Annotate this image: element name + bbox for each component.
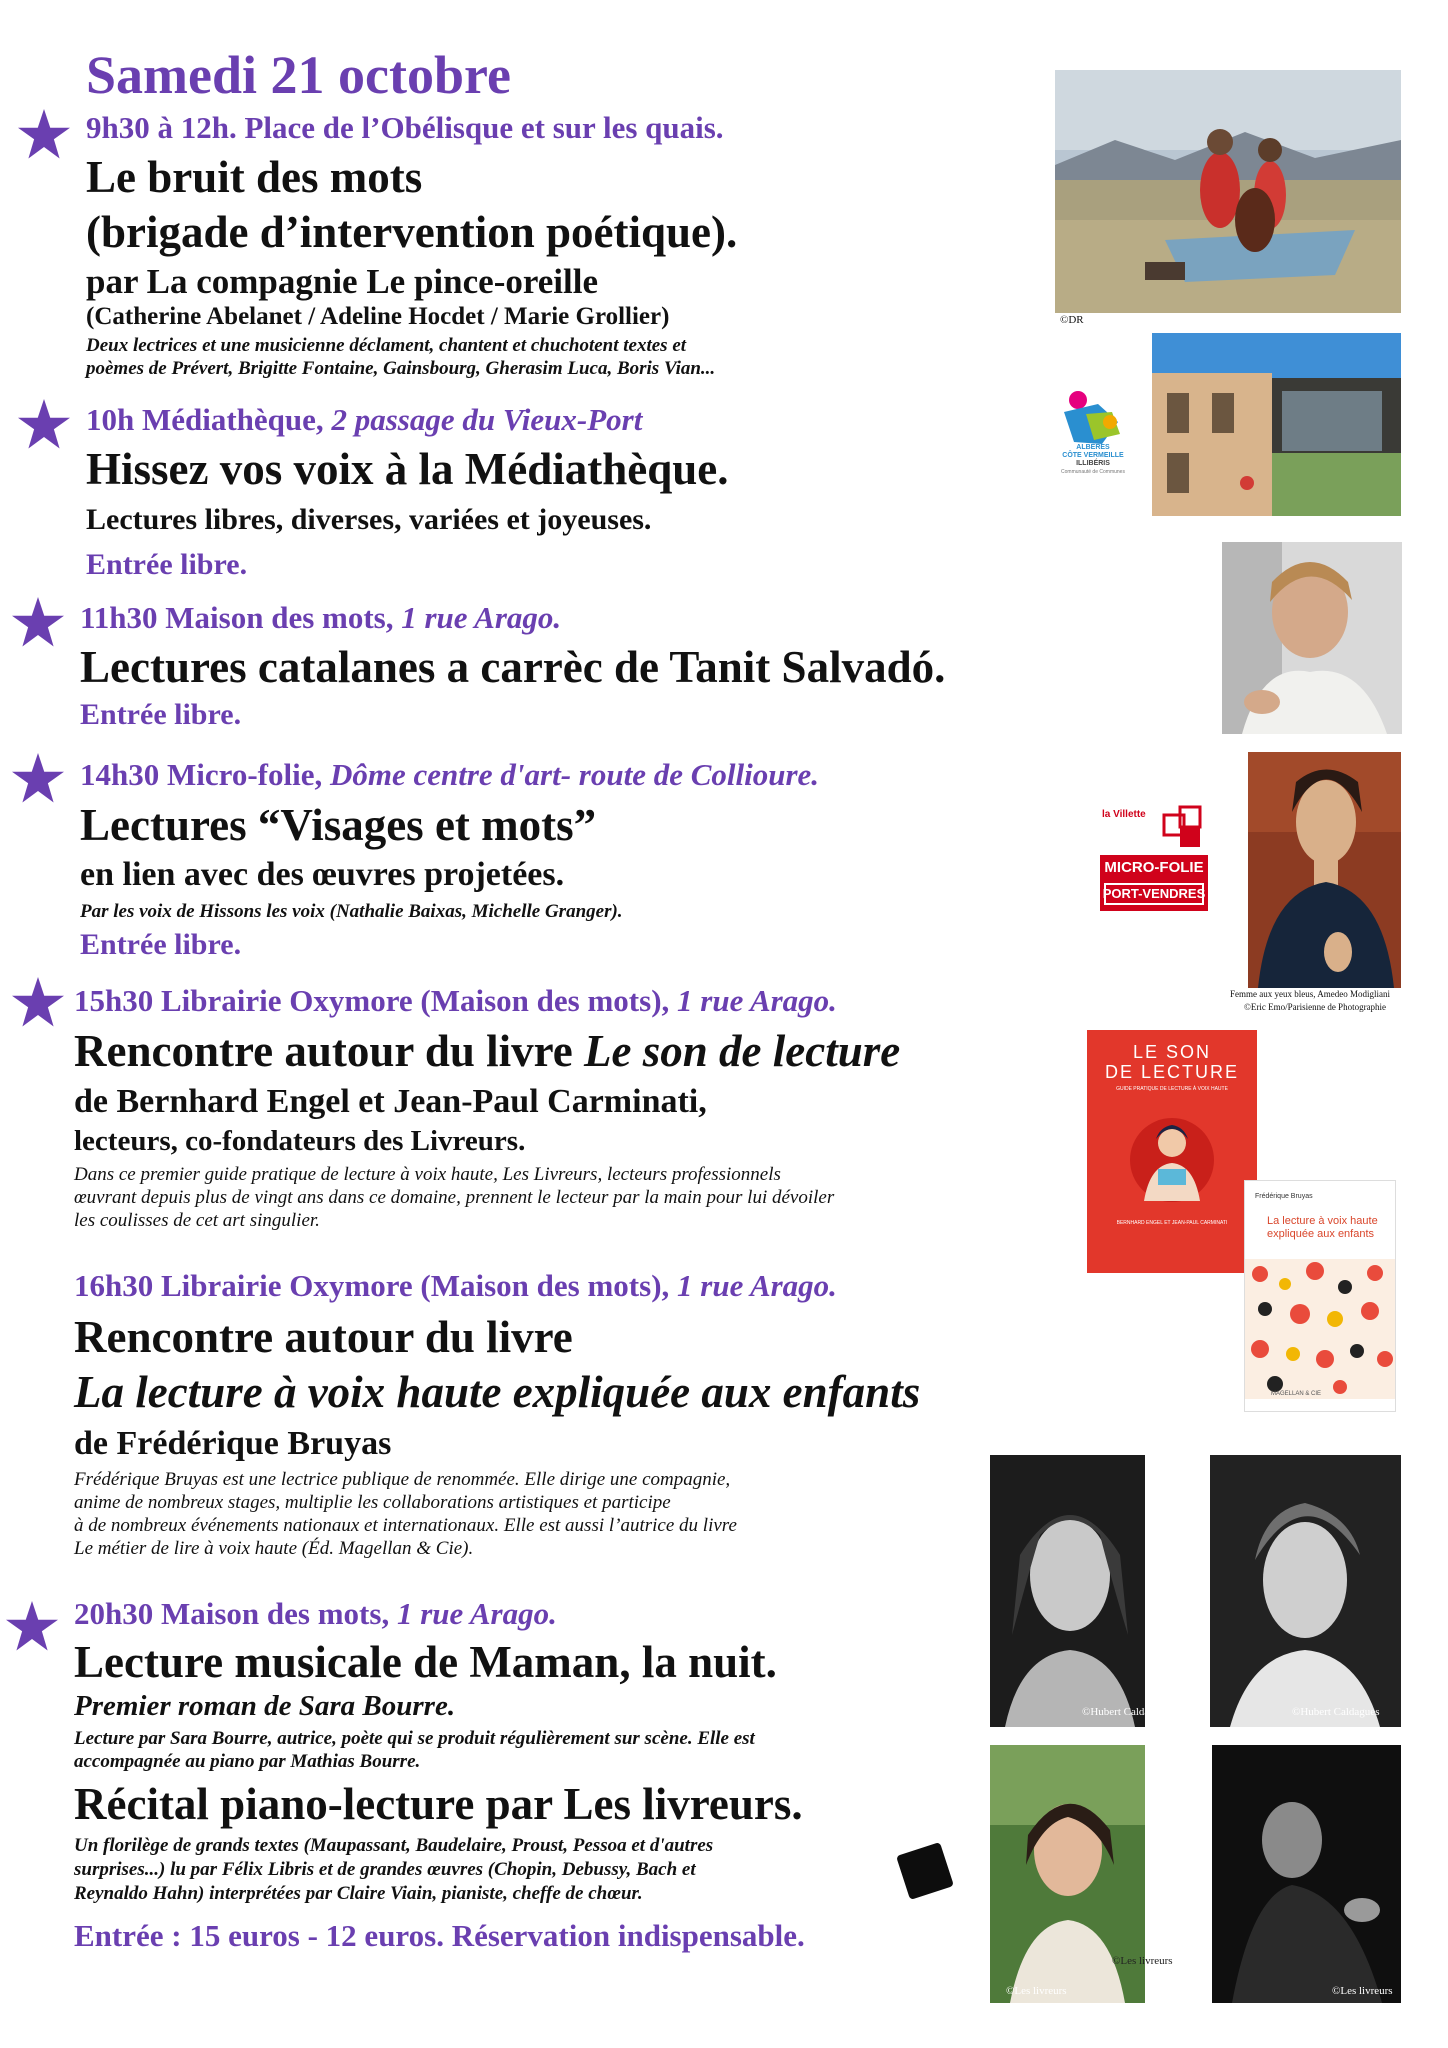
photo-sara-bourre bbox=[990, 1455, 1145, 1727]
event-title-text: Rencontre autour du livre bbox=[74, 1026, 585, 1076]
book-cover-author: Frédérique Bruyas bbox=[1255, 1193, 1313, 1200]
event-title: Récital piano-lecture par Les livreurs. bbox=[74, 1779, 803, 1829]
book-cover-title: La lecture à voix haute bbox=[1267, 1215, 1378, 1227]
entry-info: Entrée libre. bbox=[80, 698, 242, 731]
event-subtitle: Premier roman de Sara Bourre. bbox=[74, 1690, 456, 1722]
event-description: Dans ce premier guide pratique de lecture à voix haute, Les Livreurs, lecteurs professionnels bbox=[74, 1164, 781, 1185]
event-description: à de nombreux événements nationaux et internationaux. Elle est aussi l’autrice du livre bbox=[74, 1515, 737, 1536]
event-description: poèmes de Prévert, Brigitte Fontaine, Gainsbourg, Gherasim Luca, Boris Vian... bbox=[86, 358, 716, 379]
event-address: 1 rue Arago. bbox=[677, 1268, 837, 1303]
les-livreurs-logo bbox=[896, 1842, 954, 1900]
book-cover-subtitle: GUIDE PRATIQUE DE LECTURE À VOIX HAUTE bbox=[1116, 1086, 1228, 1092]
event-description: Deux lectrices et une musicienne déclament, chantent et chuchotent textes et bbox=[86, 335, 687, 356]
entry-info: Entrée libre. bbox=[80, 928, 242, 961]
event-address: 1 rue Arago. bbox=[401, 600, 562, 635]
logo-text: ILLIBÉRIS bbox=[1076, 460, 1110, 467]
event-time-place bbox=[74, 1268, 837, 1304]
logo-text: MICRO-FOLIE bbox=[1104, 859, 1204, 876]
event-title: (brigade d’intervention poétique). bbox=[86, 207, 738, 257]
star-icon bbox=[6, 1600, 58, 1652]
event-time-place bbox=[74, 1596, 557, 1632]
event-authors-role: lecteurs, co-fondateurs des Livreurs. bbox=[74, 1125, 526, 1157]
event-description: Reynaldo Hahn) interprétées par Claire Viain, pianiste, cheffe de chœur. bbox=[74, 1883, 643, 1904]
event-description: Lecture par Sara Bourre, autrice, poète qui se produit régulièrement sur scène. Elle est bbox=[74, 1728, 755, 1749]
star-icon bbox=[18, 398, 70, 450]
event-time: 16h30 Librairie Oxymore (Maison des mots), bbox=[74, 1268, 678, 1303]
event-time-place bbox=[74, 983, 837, 1019]
event-members: (Catherine Abelanet / Adeline Hocdet / Marie Grollier) bbox=[86, 303, 670, 330]
event-time: 15h30 Librairie Oxymore (Maison des mots), bbox=[74, 983, 678, 1018]
event-description: Frédérique Bruyas est une lectrice publique de renommée. Elle dirige une compagnie, bbox=[74, 1469, 731, 1490]
event-address: Dôme centre d'art- route de Collioure. bbox=[329, 757, 820, 792]
page-title: Samedi 21 octobre bbox=[86, 45, 511, 105]
event-time: 20h30 Maison des mots, bbox=[74, 1596, 397, 1631]
event-company: par La compagnie Le pince-oreille bbox=[86, 262, 598, 301]
photo-credit: ©Les livreurs bbox=[1332, 1985, 1393, 1997]
photo-credit: ©Hubert Caldagues bbox=[1082, 1706, 1170, 1718]
star-icon bbox=[12, 752, 64, 804]
book-title: La lecture à voix haute expliquée aux enfants bbox=[74, 1367, 921, 1417]
book-cover-publisher: MAGELLAN & CIE bbox=[1271, 1391, 1322, 1397]
event-author: de Frédérique Bruyas bbox=[74, 1425, 392, 1462]
logo-text: PORT-VENDRES bbox=[1102, 886, 1206, 901]
photo-credit: ©Les livreurs bbox=[1112, 1955, 1173, 1967]
event-title: Lectures “Visages et mots” bbox=[80, 800, 597, 850]
event-time-place bbox=[80, 600, 561, 636]
book-cover-title: DE LECTURE bbox=[1104, 1062, 1240, 1082]
book-cover-authors: BERNHARD ENGEL ET JEAN-PAUL CARMINATI bbox=[1116, 1220, 1228, 1226]
photo-performers-boat bbox=[1055, 70, 1401, 313]
event-time-place bbox=[80, 757, 819, 793]
logo-text: la Villette bbox=[1102, 809, 1146, 820]
book-cover-le-son-de-lecture bbox=[1087, 1030, 1257, 1273]
photo-credit: ©Hubert Caldagues bbox=[1292, 1706, 1380, 1718]
event-subtitle: en lien avec des œuvres projetées. bbox=[80, 856, 565, 893]
micro-folie-logo bbox=[1100, 805, 1208, 911]
event-title: Rencontre autour du livre bbox=[74, 1312, 573, 1362]
price-info: Entrée : 15 euros - 12 euros. Réservation indispensable. bbox=[74, 1918, 805, 1953]
event-address: 1 rue Arago. bbox=[396, 1596, 557, 1631]
book-cover-title: LE SON bbox=[1132, 1042, 1212, 1062]
photo-mediatheque bbox=[1152, 333, 1401, 516]
photo-modigliani-painting bbox=[1248, 752, 1401, 988]
event-title: Lectures catalanes a carrèc de Tanit Salvadó. bbox=[80, 642, 946, 692]
community-logo bbox=[1050, 382, 1136, 486]
event-time: 10h Médiathèque, bbox=[86, 402, 332, 437]
photo-felix-libris bbox=[1212, 1745, 1401, 2003]
photo-tanit-salvado bbox=[1222, 542, 1402, 734]
event-title bbox=[74, 1024, 900, 1078]
event-time-place bbox=[86, 402, 642, 438]
event-time: 14h30 Micro-folie, bbox=[80, 757, 330, 792]
event-description: accompagnée au piano par Mathias Bourre. bbox=[74, 1751, 421, 1772]
logo-text: CÔTE VERMEILLE bbox=[1062, 452, 1124, 459]
event-address: 1 rue Arago. bbox=[677, 983, 837, 1018]
event-title: Hissez vos voix à la Médiathèque. bbox=[86, 444, 729, 494]
event-time: 11h30 Maison des mots, bbox=[80, 600, 402, 635]
star-icon bbox=[12, 976, 64, 1028]
event-description: Par les voix de Hissons les voix (Nathalie Baixas, Michelle Granger). bbox=[80, 901, 623, 922]
star-icon bbox=[12, 596, 64, 648]
star-icon bbox=[18, 108, 70, 160]
photo-credit: Femme aux yeux bleus, Amedeo Modigliani bbox=[1230, 989, 1390, 999]
book-cover-lecture-enfants bbox=[1244, 1180, 1396, 1412]
event-description: Le métier de lire à voix haute (Éd. Magellan & Cie). bbox=[74, 1538, 474, 1559]
event-authors: de Bernhard Engel et Jean-Paul Carminati, bbox=[74, 1083, 707, 1120]
event-address: 2 passage du Vieux-Port bbox=[331, 402, 643, 437]
event-description: surprises...) lu par Félix Libris et de grandes œuvres (Chopin, Debussy, Bach et bbox=[74, 1859, 696, 1880]
photo-credit: ©DR bbox=[1060, 314, 1084, 326]
logo-text: ALBÈRES bbox=[1076, 444, 1110, 451]
event-title: Le bruit des mots bbox=[86, 152, 423, 202]
event-subtitle: Lectures libres, diverses, variées et joyeuses. bbox=[86, 503, 652, 536]
book-cover-title: expliquée aux enfants bbox=[1267, 1228, 1375, 1240]
event-title: Lecture musicale de Maman, la nuit. bbox=[74, 1637, 777, 1687]
event-description: Un florilège de grands textes (Maupassant, Baudelaire, Proust, Pessoa et d'autres bbox=[74, 1835, 714, 1856]
event-time-place: 9h30 à 12h. Place de l’Obélisque et sur les quais. bbox=[86, 110, 724, 145]
photo-credit: ©Les livreurs bbox=[1006, 1985, 1067, 1997]
photo-mathias-bourre bbox=[1210, 1455, 1401, 1727]
logo-text: Communauté de Communes bbox=[1061, 469, 1125, 475]
event-description: anime de nombreux stages, multiplie les collaborations artistiques et participe bbox=[74, 1492, 671, 1513]
book-title: Le son de lecture bbox=[584, 1026, 901, 1076]
entry-info: Entrée libre. bbox=[86, 548, 248, 581]
event-description: œuvrant depuis plus de vingt ans dans ce domaine, prennent le lecteur par la main pour lui dévoiler bbox=[74, 1187, 835, 1208]
event-description: les coulisses de cet art singulier. bbox=[74, 1210, 320, 1231]
photo-credit: ©Eric Emo/Parisienne de Photographie bbox=[1244, 1002, 1387, 1012]
